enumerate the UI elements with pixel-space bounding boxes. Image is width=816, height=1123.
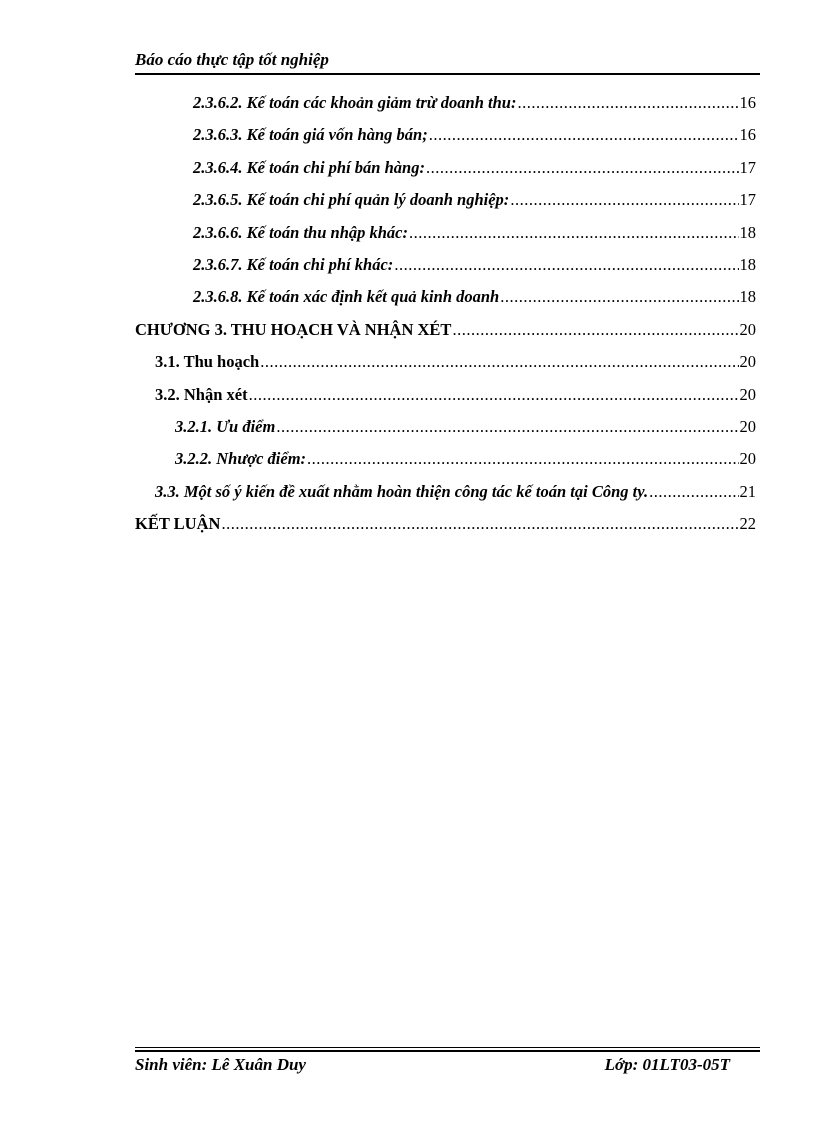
toc-entry[interactable] (135, 189, 756, 221)
footer-divider (135, 1050, 760, 1052)
toc-leader-dots (307, 448, 738, 470)
toc-leader-dots (510, 189, 738, 211)
toc-entry-label: KẾT LUẬN (135, 514, 221, 534)
toc-leader-dots (394, 254, 738, 276)
toc-leader-dots (500, 286, 738, 308)
toc-entry-page: 18 (739, 287, 756, 307)
toc-entry-page: 20 (739, 416, 756, 436)
footer-divider (135, 1047, 760, 1048)
toc-entry-label: 2.3.6.5. Kế toán chi phí quản lý doanh nghiệp: (193, 190, 510, 210)
toc-entry[interactable] (135, 254, 756, 286)
toc-entry-label: 3.2. Nhận xét (155, 384, 248, 404)
toc-entry[interactable] (135, 416, 756, 448)
toc-entry-label: 2.3.6.3. Kế toán giá vốn hàng bán; (193, 125, 428, 145)
toc-entry[interactable] (135, 222, 756, 254)
toc-entry-page: 18 (739, 254, 756, 274)
toc-leader-dots (517, 92, 738, 114)
toc-entry-page: 16 (739, 125, 756, 145)
toc-leader-dots (426, 157, 739, 179)
toc-entry-page: 20 (739, 384, 756, 404)
toc-entry-label: 2.3.6.2. Kế toán các khoản giảm trừ doanh thu: (193, 93, 517, 112)
toc-entry-label: 3.2.2. Nhược điểm: (175, 449, 307, 469)
header-title: Báo cáo thực tập tốt nghiệp (135, 50, 329, 69)
toc-leader-dots (260, 351, 738, 373)
page-header (135, 49, 760, 75)
toc-entry-page: 18 (739, 222, 756, 242)
toc-leader-dots (221, 513, 738, 535)
toc-entry-page: 20 (739, 352, 756, 372)
toc-entry[interactable] (135, 286, 756, 318)
toc-entry-page: 22 (739, 514, 756, 534)
toc-entry[interactable] (135, 513, 756, 545)
toc-entry-page: 20 (739, 449, 756, 469)
toc-entry-page: 17 (739, 157, 756, 177)
toc-leader-dots (249, 384, 739, 406)
toc-leader-dots (452, 319, 738, 341)
toc-entry-label: 3.3. Một số ý kiến đề xuất nhằm hoàn thiện công tác kế toán tại Công ty. (155, 481, 649, 501)
toc-entry-label: 3.1. Thu hoạch (155, 352, 260, 372)
table-of-contents (135, 92, 756, 545)
toc-entry[interactable] (135, 92, 756, 124)
toc-entry-label: 2.3.6.7. Kế toán chi phí khác: (193, 254, 394, 274)
toc-entry-page: 20 (739, 319, 756, 339)
toc-leader-dots (409, 222, 739, 244)
toc-leader-dots (429, 124, 739, 146)
footer-class: Lớp: 01LT03-05T (604, 1055, 730, 1074)
toc-entry[interactable] (135, 157, 756, 189)
toc-entry-label: CHƯƠNG 3. THU HOẠCH VÀ NHẬN XÉT (135, 319, 452, 339)
toc-entry[interactable] (135, 384, 756, 416)
toc-entry-page: 16 (739, 93, 756, 112)
toc-entry-label: 2.3.6.6. Kế toán thu nhập khác: (193, 222, 408, 242)
toc-entry-label: 3.2.1. Ưu điểm (175, 416, 276, 436)
toc-entry[interactable] (135, 351, 756, 383)
toc-entry[interactable] (135, 319, 756, 351)
toc-entry[interactable] (135, 448, 756, 480)
toc-leader-dots (276, 416, 738, 438)
footer-student: Sinh viên: Lê Xuân Duy (135, 1055, 306, 1074)
toc-entry[interactable] (135, 481, 756, 513)
toc-entry[interactable] (135, 124, 756, 156)
toc-entry-label: 2.3.6.4. Kế toán chi phí bán hàng: (193, 157, 425, 177)
page-footer (135, 1053, 730, 1077)
toc-leader-dots (649, 481, 738, 503)
toc-entry-label: 2.3.6.8. Kế toán xác định kết quả kinh doanh (193, 287, 500, 307)
toc-entry-page: 17 (739, 190, 756, 210)
toc-entry-page: 21 (739, 481, 756, 501)
